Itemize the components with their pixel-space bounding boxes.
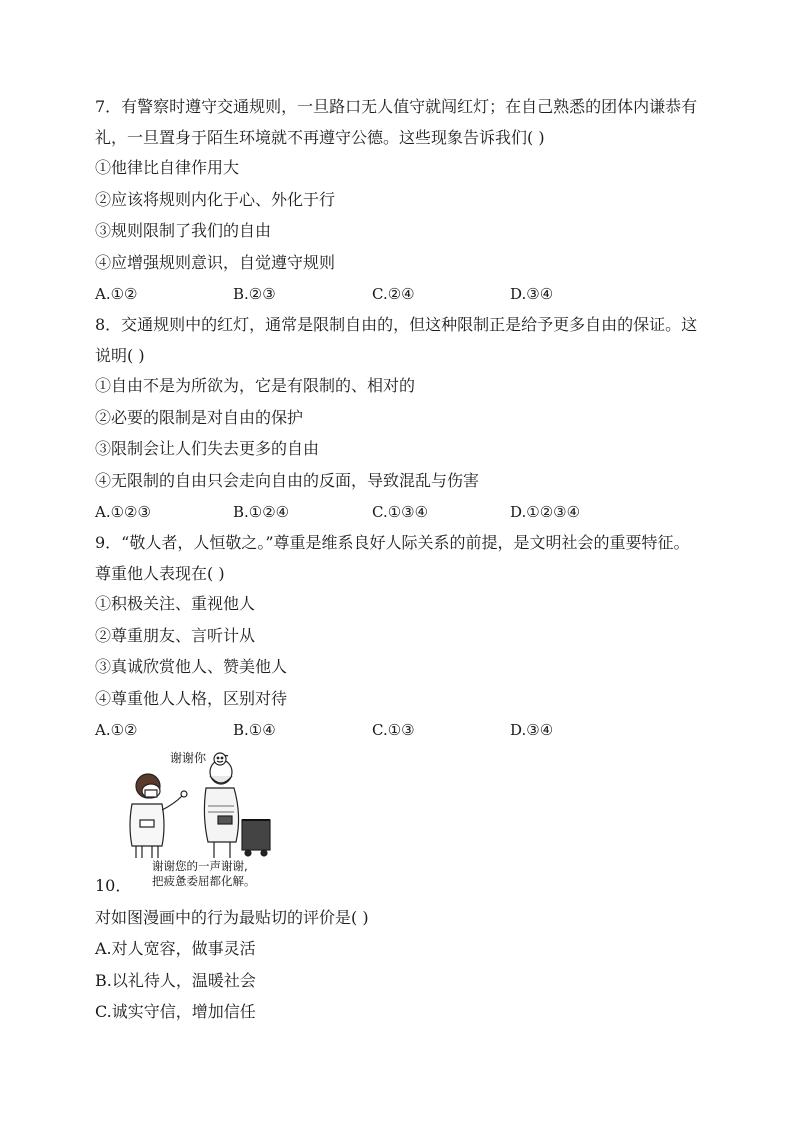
question-9-option-d: D.③④ xyxy=(510,721,554,739)
question-10-number: 10． xyxy=(95,876,132,895)
cartoon-speech: 谢谢你 xyxy=(170,751,207,765)
question-7-item-4: ④应增强规则意识，自觉遵守规则 xyxy=(95,253,336,272)
question-7-item-2: ②应该将规则内化于心、外化于行 xyxy=(95,190,336,209)
cartoon-illustration xyxy=(118,746,283,892)
question-7-option-a: A.①② xyxy=(95,285,138,303)
question-8-item-2: ②必要的限制是对自由的保护 xyxy=(95,408,304,427)
question-8-option-b: B.①②④ xyxy=(233,503,290,521)
question-8-stem: 8．交通规则中的红灯，通常是限制自由的，但这种限制正是给予更多自由的保证。这说明( ) xyxy=(95,315,698,365)
question-8-item-3: ③限制会让人们失去更多的自由 xyxy=(95,439,320,458)
question-9-option-b: B.①④ xyxy=(233,721,276,739)
question-8-option-a: A.①②③ xyxy=(95,503,151,521)
question-8-item-1: ①自由不是为所欲为，它是有限制的、相对的 xyxy=(95,376,416,395)
question-7-stem: 7．有警察时遵守交通规则，一旦路口无人值守就闯红灯；在自己熟悉的团体内谦恭有礼，一旦置身于陌生环境就不再遵守公德。这些现象告诉我们( ) xyxy=(95,97,698,147)
question-9-item-1: ①积极关注、重视他人 xyxy=(95,594,256,613)
question-9-stem: 9．“敬人者，人恒敬之。”尊重是维系良好人际关系的前提，是文明社会的重要特征。尊重他人表现在( ) xyxy=(95,533,690,583)
cartoon-caption-line-2: 把疲惫委屈都化解。 xyxy=(152,874,256,888)
question-7-item-1: ①他律比自律作用大 xyxy=(95,158,240,177)
question-10-option-b: B.以礼待人，温暖社会 xyxy=(95,971,256,990)
question-8-item-4: ④无限制的自由只会走向自由的反面，导致混乱与伤害 xyxy=(95,471,480,490)
question-7-option-d: D.③④ xyxy=(510,285,554,303)
question-7-option-c: C.②④ xyxy=(372,285,415,303)
question-8-option-d: D.①②③④ xyxy=(510,503,581,521)
question-9-option-a: A.①② xyxy=(95,721,138,739)
question-10-stem: 对如图漫画中的行为最贴切的评价是( ) xyxy=(95,908,369,927)
question-7-option-b: B.②③ xyxy=(233,285,276,303)
question-7-item-3: ③规则限制了我们的自由 xyxy=(95,221,272,240)
question-10-option-c: C.诚实守信，增加信任 xyxy=(95,1002,256,1021)
question-9-item-3: ③真诚欣赏他人、赞美他人 xyxy=(95,657,288,676)
question-10-option-a: A.对人宽容，做事灵活 xyxy=(95,939,256,958)
question-8-option-c: C.①③④ xyxy=(372,503,429,521)
cartoon-caption-line-1: 谢谢您的一声谢谢, xyxy=(152,859,248,873)
question-9-item-4: ④尊重他人人格，区别对待 xyxy=(95,689,288,708)
cartoon-drawing xyxy=(118,746,283,892)
question-9-option-c: C.①③ xyxy=(372,721,415,739)
question-9-item-2: ②尊重朋友、言听计从 xyxy=(95,626,256,645)
